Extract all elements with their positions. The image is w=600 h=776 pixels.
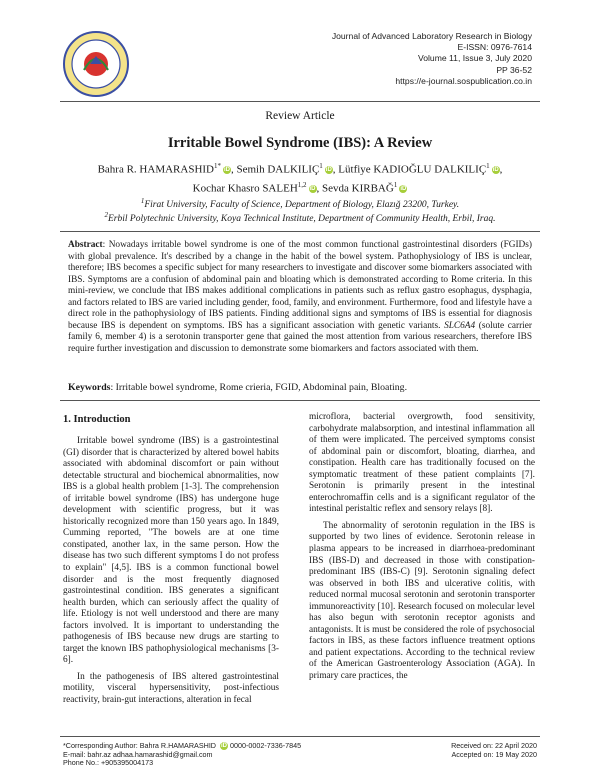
author-sup: 1,2	[297, 180, 307, 189]
keywords-text: : Irritable bowel syndrome, Rome crieria, FGID, Abdominal pain, Bloating.	[110, 382, 408, 393]
orcid-icon[interactable]: iD	[221, 743, 228, 750]
journal-name: Journal of Advanced Laboratory Research in Biology	[331, 31, 532, 41]
author-sup: 1	[486, 162, 490, 170]
footer-contact	[63, 742, 363, 768]
abstract-label: Abstract	[68, 240, 103, 250]
volume-issue: Volume 11, Issue 3, July 2020	[417, 53, 532, 64]
author-name: Lütfiye KADIOĞLU DALKILIÇ	[338, 163, 487, 176]
keywords	[68, 382, 532, 393]
paragraph: In the pathogenesis of IBS altered gastrointestinal motility, visceral hypersensitivity, post-infectious reactivity, brain-gut interactions, alteration in fecal	[63, 671, 279, 706]
author-list: Bahra R. $HAMARASHID^{1*}iD$, Semih DALKILIÇ$^1$iD, Lütfiye KADIOĞLU DALKILIÇ$^1$iD, Kochar Khasro SALEH$^{1,2}$iD, Sevda KIRBAĞ$^1$iD	[97, 162, 503, 195]
orcid-icon[interactable]: iD	[325, 167, 332, 174]
affiliation	[60, 211, 540, 224]
footer-divider	[60, 736, 540, 737]
abstract-top-rule	[60, 231, 540, 232]
section-heading: 1. Introduction	[63, 414, 131, 425]
author-name: Sevda KIRBAĞ	[322, 182, 394, 195]
email[interactable]: E-mail: bahr.az adhaa.hamarashid@gmail.com	[63, 749, 213, 759]
journal-url[interactable]: https://e-journal.sospublication.co.in	[395, 75, 532, 86]
orcid-icon[interactable]: iD	[400, 185, 407, 192]
journal-header	[202, 31, 532, 87]
keywords-label: Keywords	[68, 382, 111, 393]
header-divider	[60, 101, 540, 102]
abstract-text: : Nowadays irritable bowel syndrome is one of the most common functional gastrointestinal disorders (FGIDs) with global prevalence. It's described by a change in the habit of the bowel system. Pathophysiology of IBS is unclear, therefore; IBS becomes a specific subject for many researchers to investigate and discover some biomarkers associated with IBS. Symptoms are a confusion of abdominal pain and bloating which is demonstrated according to Rome criteria. In this mini-review, we conclude that IBS makes additional complications in patients such as reflux gastro esophagus, dysphagia, and factors related to IBS are varied including gender, food, family, and environment. Furthermore, food and lifestyle have a direct role in the pathophysiology of IBS patients. Finding additional signs and symptoms of IBS is essential for diagnosis because IBS is dependent on symptoms. IBS has a significant association with genetic variants.	[68, 240, 532, 331]
author-sup: 1*	[214, 162, 221, 170]
gene-name: SLC6A4	[444, 320, 476, 331]
author-name: Kochar Khasro SALEH	[192, 182, 298, 195]
affiliation-sup: 2	[104, 211, 108, 219]
affiliation	[60, 197, 540, 210]
author-sup: 1	[319, 162, 323, 170]
phone: Phone No.: +905395004173	[63, 758, 154, 768]
affiliation-sup: 1	[140, 197, 145, 205]
right-column	[309, 412, 535, 688]
abstract-text-end: (solute carrier family 6, member 4) is a serotonin transporter gene that gained the most attention from various researchers, therefore IBS require further investigation and discussion to demonstrate some biomarkers and factors associated with them.	[68, 320, 532, 354]
affiliation-text: Firat University, Faculty of Science, Department of Biology, Elazığ 23200, Turkey.	[144, 200, 460, 211]
abstract	[68, 240, 532, 355]
author-sup: 1	[393, 180, 398, 189]
article-title: Irritable Bowel Syndrome (IBS): A Review	[167, 135, 433, 151]
abstract-bottom-rule	[60, 400, 540, 401]
corresponding-author: *Corresponding Author: Bahra R.HAMARASHID	[63, 741, 217, 750]
left-column	[63, 436, 279, 712]
paragraph: The abnormality of serotonin regulation in the IBS is supported by two lines of evidence. Serotonin release in plasma appears to be increased in diarrhoea-predominant IBS (IBS-D) and decreased in those with constipation-predominant IBS (IBS-C) [9]. Serotonin signaling defect was observed in both IBS and ulcerative colitis, with reduced normal mucosal serotonin and serotonin transporter immunoreactivity [10]. Research focused on molecular level has also begun with serotonin receptor agonists and antagonists. It is must be considered the role of psychosocial factors in IBS, as these factors influence treatment options and patient expectations. According to the technical review of the American Gastroenterology Association (AGA). In primary care practices, the	[309, 520, 535, 682]
author-name: Bahra R. HAMARASHID	[97, 163, 214, 176]
paragraph: microflora, bacterial overgrowth, food sensitivity, carbohydrate malabsorption, and intestinal inflammation all of them were implicated. The perceived symptoms consist of abdominal pain or discomfort, bloating, diarrhea, and constipation. Health care has traditionally focused on the symptomatic treatment of these patient complaints [7]. Serotonin is primarily present in the intestinal enterochromaffin cells and is a significant regulator of the intestinal peristaltic reflex and sensory relays [8].	[309, 412, 535, 515]
orcid-number[interactable]: 0000-0002-7336-7845	[230, 741, 302, 750]
received-date: Received on: 22 April 2020	[451, 741, 537, 750]
affiliation-text: Erbil Polytechnic University, Koya Technical Institute, Department of Community Health, Erbil, Iraq.	[107, 214, 496, 225]
eissn: E-ISSN: 0976-7614	[457, 42, 532, 53]
journal-logo	[62, 30, 130, 98]
orcid-icon[interactable]: iD	[309, 185, 316, 192]
orcid-icon[interactable]: iD	[492, 167, 499, 174]
page-range: PP 36-52	[496, 64, 532, 75]
footer-dates	[337, 742, 537, 759]
orcid-icon[interactable]: iD	[224, 167, 230, 174]
paragraph: Irritable bowel syndrome (IBS) is a gastrointestinal (GI) disorder that is characterized by altered bowel habits associated with abdominal discomfort or pain without detectable structural and biochemical abnormalities, now IBS is a global health problem [1-3]. The comprehension of irritable bowel syndrome (IBS) has undergone huge development with scientific progress, but it was historically recognized more than 150 years ago. In 1849, Cumming reported, "The bowels are at one time constipated, another lax, in the same person. How the disease has two such different symptoms I do not profess to explain" [4,5]. IBS is a common functional bowel disorder and is the most frequently diagnosed gastrointestinal condition. IBS generates a significant health burden, which can seriously affect the quality of life. Etiology is not well understood and there are many factors involved. It is important to understanding the pathogenesis of IBS because new drugs are starting to target the known IBS pathophysiological mechanisms [3-6].	[63, 436, 279, 666]
article-type: Review Article	[265, 110, 335, 122]
accepted-date: Accepted on: 19 May 2020	[451, 749, 537, 759]
author-name: Semih DALKILIÇ	[236, 163, 320, 176]
